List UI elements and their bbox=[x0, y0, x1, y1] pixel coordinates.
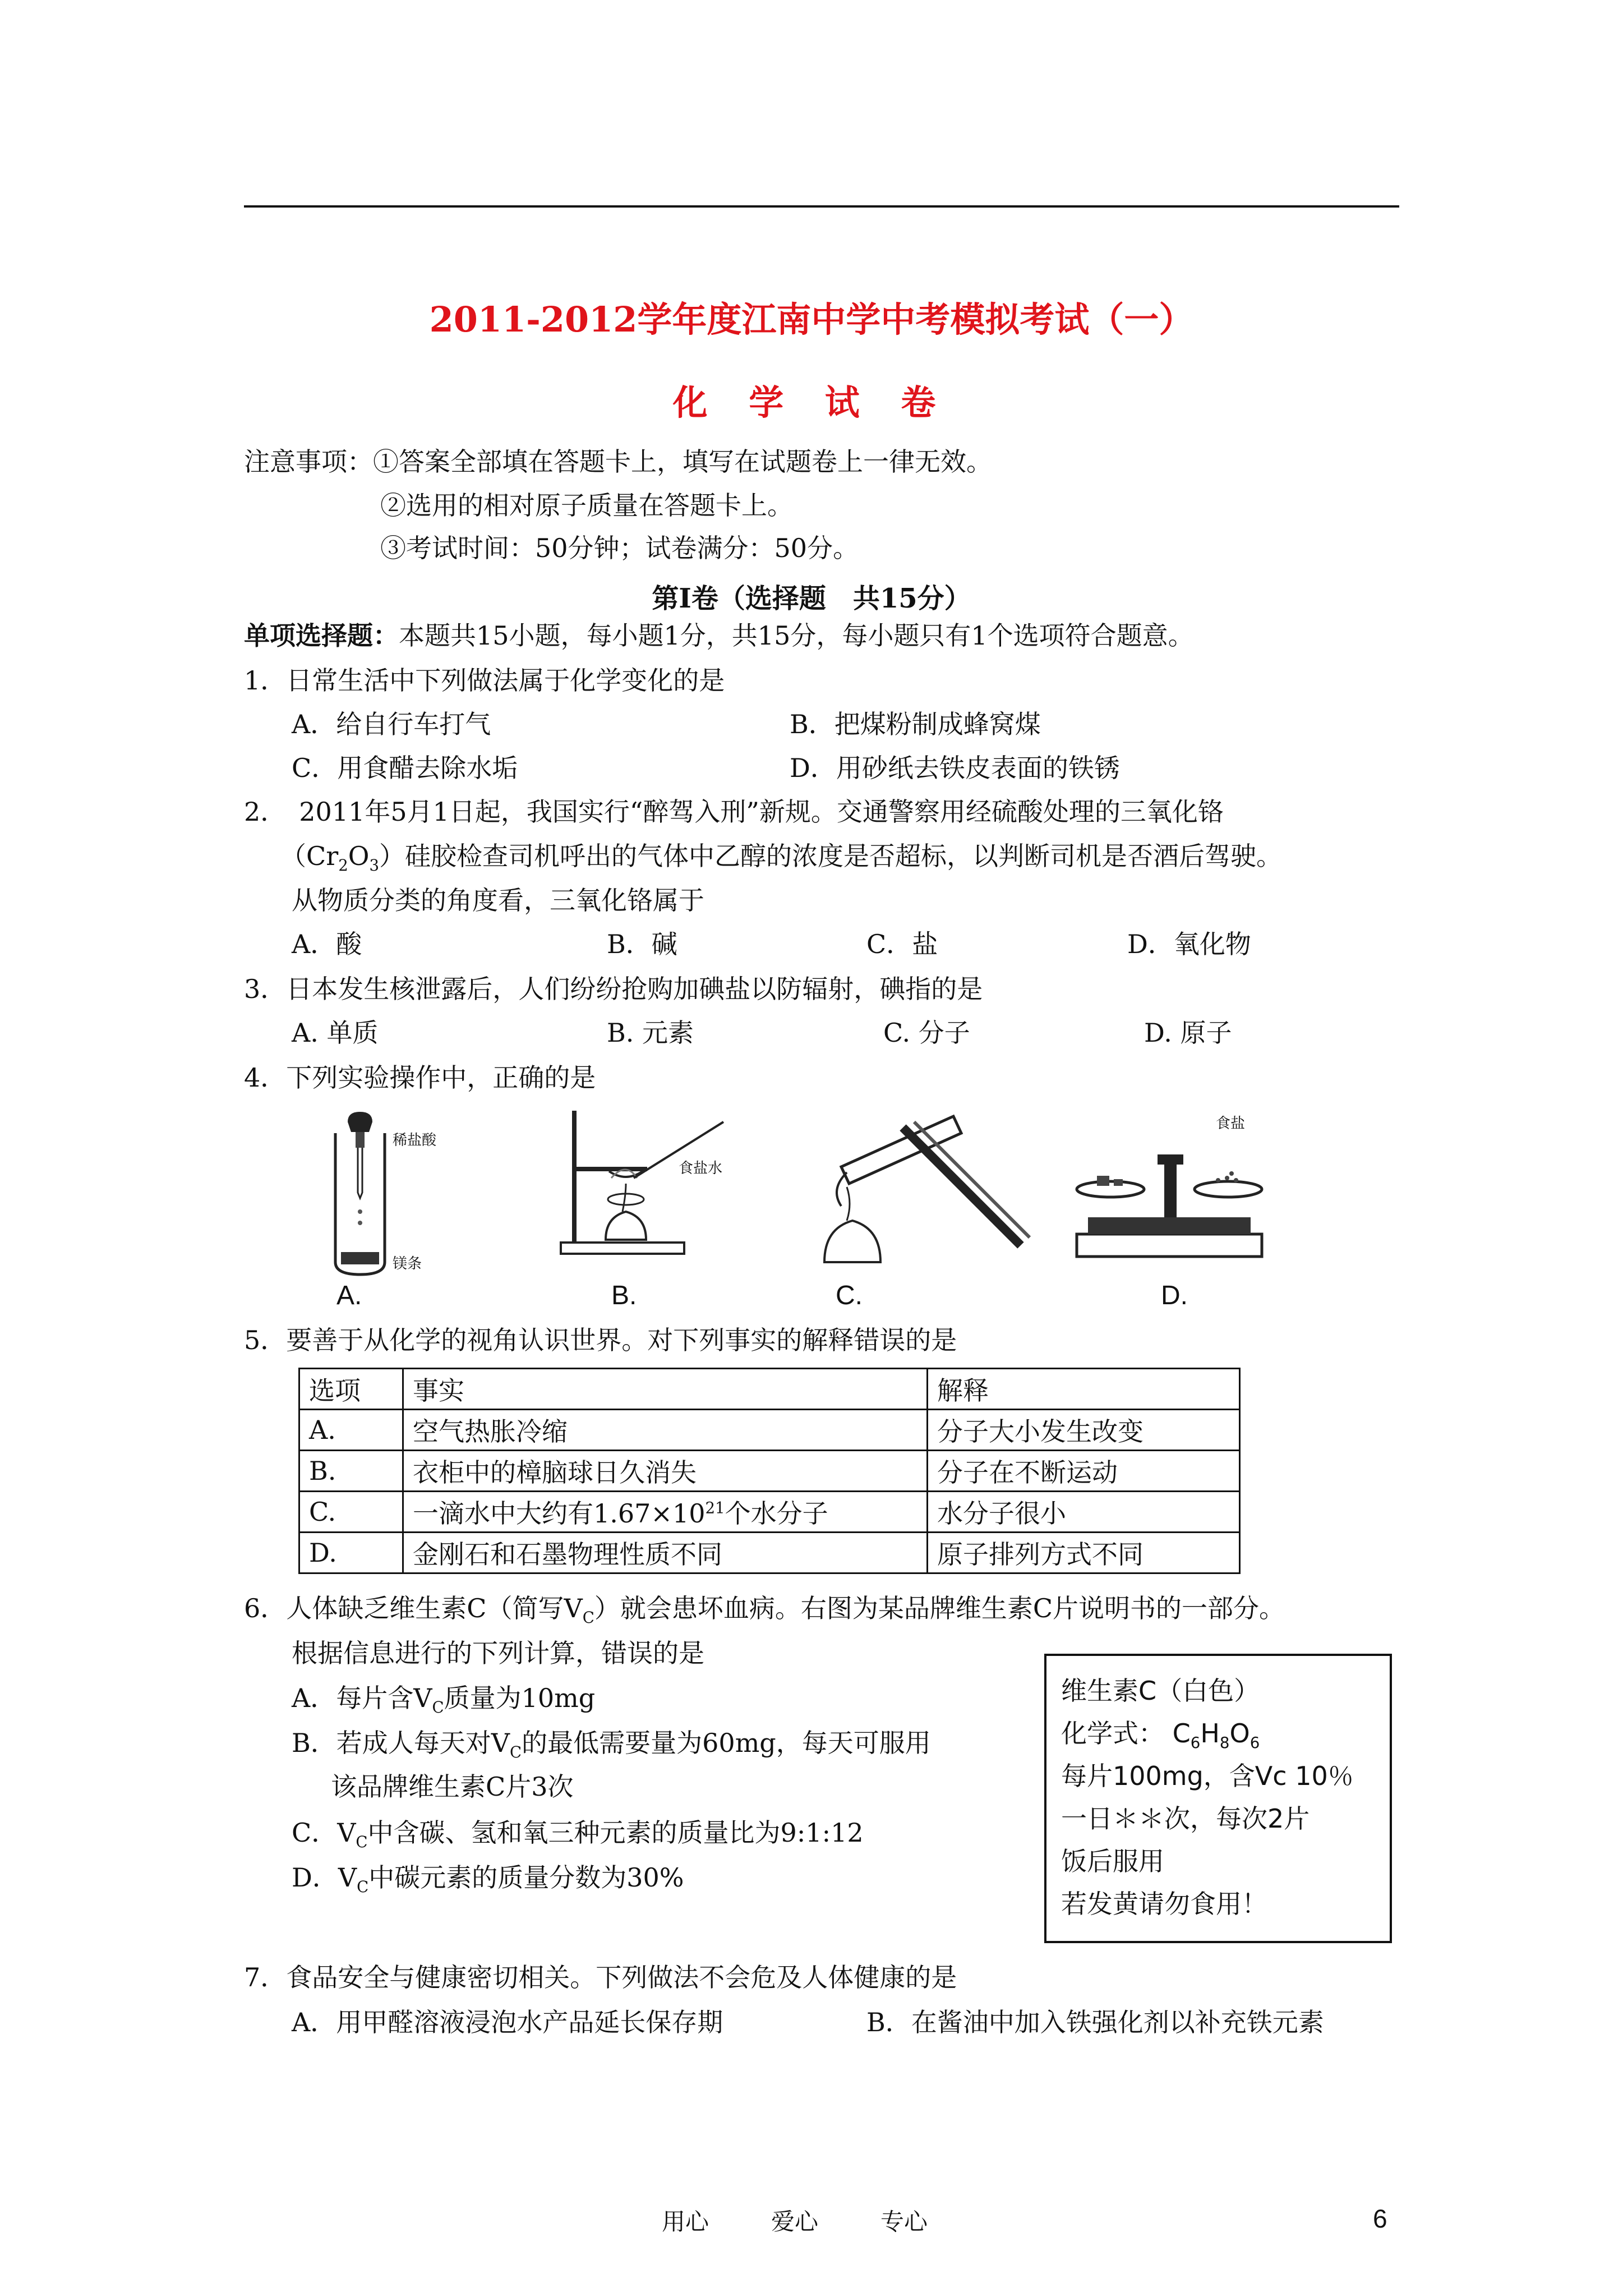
q6-option-b: B．若成人每天对$V_C$的最低需要量为60mg，每天可服用 bbox=[292, 1728, 931, 1762]
q7-option-b: B．在酱油中加入铁强化剂以补充铁元素 bbox=[866, 2007, 1324, 2037]
table-row bbox=[299, 1451, 1240, 1492]
q6-line-2: 根据信息进行的下列计算，错误的是 bbox=[292, 1638, 704, 1668]
row-option: B. bbox=[299, 1451, 403, 1492]
row-fact: 衣柜中的樟脑球日久消失 bbox=[403, 1451, 928, 1492]
q7-stem: 7．食品安全与健康密切相关。下列做法不会危及人体健康的是 bbox=[244, 1962, 957, 1993]
notice-line-3: ③考试时间：50分钟；试卷满分：50分。 bbox=[380, 533, 859, 563]
section-title: 第Ⅰ卷（选择题 共15分） bbox=[652, 583, 971, 614]
figure-a-label-mg: 镁条 bbox=[393, 1255, 422, 1272]
box-line-4: 一日＊＊次，每次2片 bbox=[1061, 1803, 1310, 1834]
q3-option-d: D. 原子 bbox=[1144, 1018, 1232, 1048]
q6-option-c: C．$V_C$中含碳、氢和氧三种元素的质量比为9:1:12 bbox=[292, 1818, 864, 1852]
box-line-6: 若发黄请勿食用！ bbox=[1061, 1889, 1267, 1919]
q5-table bbox=[298, 1368, 1241, 1574]
row-explanation: 水分子很小 bbox=[928, 1492, 1240, 1533]
figure-a-label-acid: 稀盐酸 bbox=[393, 1132, 437, 1149]
q3-option-a: A. 单质 bbox=[292, 1018, 379, 1048]
q3-stem: 3．日本发生核泄露后，人们纷纷抢购加碘盐以防辐射，碘指的是 bbox=[244, 974, 983, 1004]
figure-a-letter: A. bbox=[336, 1281, 362, 1310]
figure-b-letter: B. bbox=[611, 1281, 637, 1310]
figure-d-letter: D. bbox=[1161, 1281, 1188, 1310]
vitamin-c-label-box bbox=[1044, 1654, 1392, 1943]
q1-option-c: C．用食醋去除水垢 bbox=[292, 753, 518, 783]
q2-line-1: 2． 2011年5月1日起，我国实行“醉驾入刑”新规。交通警察用经硫酸处理的三氧化铬 bbox=[244, 797, 1224, 827]
q2-option-c: C．盐 bbox=[866, 929, 938, 959]
row-option: C. bbox=[299, 1492, 403, 1533]
figure-b-label-salt-water: 食盐水 bbox=[679, 1160, 723, 1177]
q5-stem: 5．要善于从化学的视角认识世界。对下列事实的解释错误的是 bbox=[244, 1325, 957, 1355]
row-explanation: 原子排列方式不同 bbox=[928, 1533, 1240, 1573]
q4-stem: 4．下列实验操作中，正确的是 bbox=[244, 1062, 596, 1093]
header-rule bbox=[244, 205, 1399, 208]
footer-word-3: 专心 bbox=[880, 2208, 928, 2235]
q6-option-b-cont: 该品牌维生素C片3次 bbox=[331, 1772, 574, 1802]
q3-option-c: C. 分子 bbox=[883, 1018, 970, 1048]
table-row bbox=[299, 1492, 1240, 1533]
box-line-2: 化学式： $C_6H_8O_6$ bbox=[1061, 1718, 1260, 1752]
q2-line-2: $(Cr_2O_3)$硅胶检查司机呼出的气体中乙醇的浓度是否超标，以判断司机是否酒后驾驶。 bbox=[280, 841, 1283, 875]
row-option: D. bbox=[299, 1533, 403, 1573]
table-row bbox=[299, 1533, 1240, 1573]
footer-word-2: 爱心 bbox=[771, 2208, 819, 2235]
box-line-3: 每片100mg，含Vc 10％ bbox=[1061, 1761, 1354, 1791]
box-line-1: 维生素C（白色） bbox=[1061, 1676, 1260, 1706]
section-instruction: 单项选择题：本题共15小题，每小题1分，共15分，每小题只有1个选项符合题意。 bbox=[244, 620, 1194, 651]
row-option: A. bbox=[299, 1410, 403, 1451]
figure-b-evaporation bbox=[555, 1099, 746, 1268]
figure-c-heating bbox=[808, 1105, 1043, 1273]
q6-option-d: D．$V_C$中碳元素的质量分数为30% bbox=[292, 1862, 684, 1897]
q2-line-3: 从物质分类的角度看，三氧化铬属于 bbox=[292, 885, 704, 915]
q6-option-a: A．每片含$V_C$质量为10mg bbox=[292, 1683, 596, 1717]
header-option: 选项 bbox=[299, 1369, 403, 1410]
row-explanation: 分子大小发生改变 bbox=[928, 1410, 1240, 1451]
header-explanation: 解释 bbox=[928, 1369, 1240, 1410]
box-line-5: 饭后服用 bbox=[1061, 1846, 1164, 1876]
figure-d-label-salt: 食盐 bbox=[1216, 1115, 1246, 1132]
q1-option-b: B．把煤粉制成蜂窝煤 bbox=[790, 709, 1041, 739]
figure-d-balance bbox=[1066, 1122, 1279, 1268]
q1-stem: 1．日常生活中下列做法属于化学变化的是 bbox=[244, 665, 725, 696]
header-fact: 事实 bbox=[403, 1369, 928, 1410]
notice-line-1: 注意事项：①答案全部填在答题卡上，填写在试题卷上一律无效。 bbox=[244, 447, 992, 477]
notice-line-2: ②选用的相对原子质量在答题卡上。 bbox=[380, 490, 793, 521]
table-row bbox=[299, 1410, 1240, 1451]
row-fact: 空气热胀冷缩 bbox=[403, 1410, 928, 1451]
exam-subtitle: 化 学 试 卷 bbox=[672, 382, 951, 423]
q2-option-d: D．氧化物 bbox=[1127, 929, 1251, 959]
q2-option-a: A．酸 bbox=[292, 929, 362, 959]
q7-option-a: A．用甲醛溶液浸泡水产品延长保存期 bbox=[292, 2007, 723, 2037]
figure-c-letter: C. bbox=[836, 1281, 863, 1310]
q1-option-d: D．用砂纸去铁皮表面的铁锈 bbox=[790, 753, 1120, 783]
footer-word-1: 用心 bbox=[662, 2208, 709, 2235]
q2-option-b: B．碱 bbox=[607, 929, 677, 959]
q3-option-b: B. 元素 bbox=[607, 1018, 694, 1048]
row-fact: 一滴水中大约有$1.67\times 10^{21}$个水分子 bbox=[403, 1492, 928, 1533]
exam-title: 2011-2012学年度江南中学中考模拟考试（一） bbox=[429, 299, 1194, 340]
table-header-row bbox=[299, 1369, 1240, 1410]
row-fact: 金刚石和石墨物理性质不同 bbox=[403, 1533, 928, 1573]
q1-option-a: A．给自行车打气 bbox=[292, 709, 491, 739]
page-number: 6 bbox=[1373, 2204, 1387, 2233]
q6-line-1: 6．人体缺乏维生素C（简写$V_C$）就会患坏血病。右图为某品牌维生素C片说明书的一部分。 bbox=[244, 1593, 1285, 1627]
row-explanation: 分子在不断运动 bbox=[928, 1451, 1240, 1492]
